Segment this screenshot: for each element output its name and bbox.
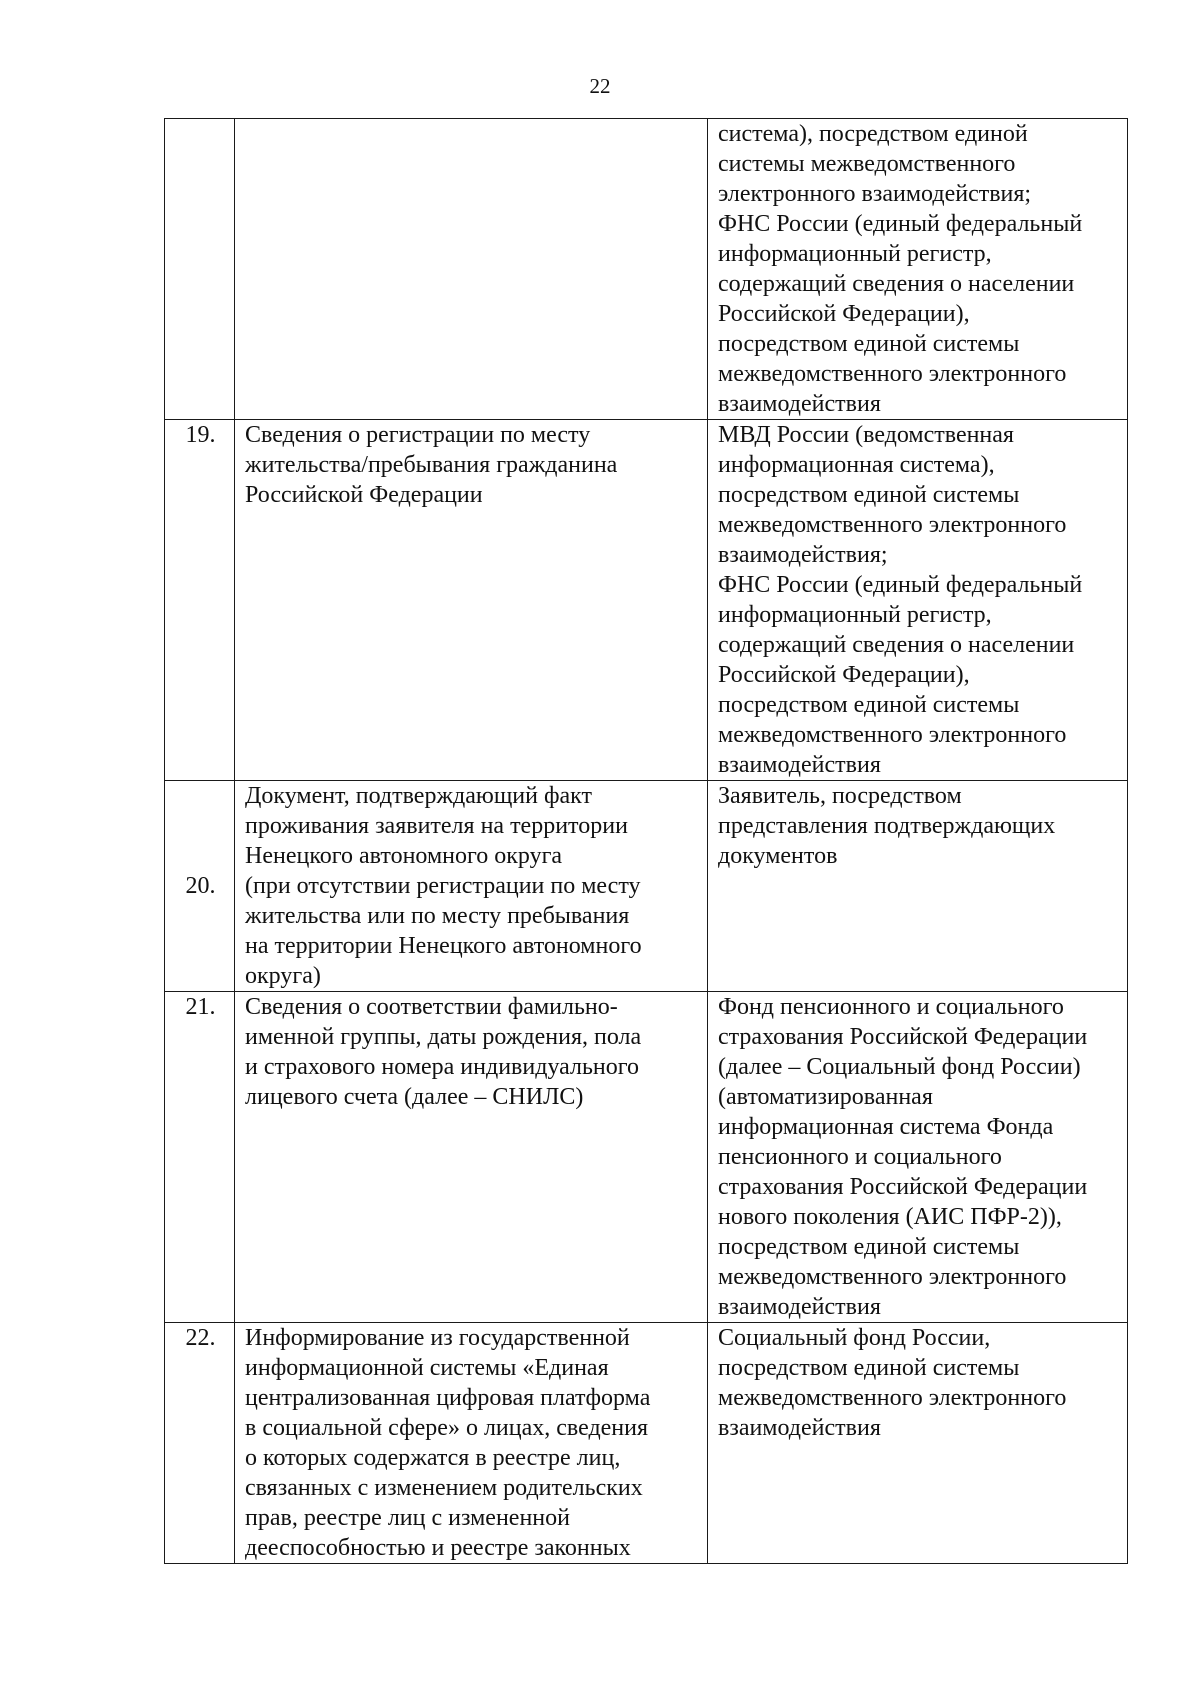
source-cell: [708, 119, 1128, 420]
source-text-line: (далее – Социальный фонд России): [718, 1054, 1081, 1080]
info-text-line: Информирование из государственной: [245, 1325, 630, 1351]
source-text-line: представления подтверждающих: [718, 813, 1056, 839]
info-text-line: на территории Ненецкого автономного: [245, 933, 642, 959]
info-text-line: о которых содержатся в реестре лиц,: [245, 1445, 621, 1471]
row-number: 21.: [185, 994, 216, 1020]
source-cell: [708, 1323, 1128, 1564]
source-text-line: межведомственного электронного: [718, 512, 1067, 538]
info-text-line: Ненецкого автономного округа: [245, 843, 563, 869]
source-text-line: межведомственного электронного: [718, 361, 1067, 387]
source-text-line: посредством единой системы: [718, 692, 1020, 718]
table-row: [165, 1323, 1128, 1564]
source-text-line: система), посредством единой: [718, 121, 1028, 147]
info-text-line: централизованная цифровая платформа: [245, 1385, 651, 1411]
info-cell: [235, 992, 708, 1323]
info-text-line: жительства/пребывания гражданина: [245, 452, 618, 478]
source-text-line: ФНС России (единый федеральный: [718, 211, 1083, 237]
source-text-line: системы межведомственного: [718, 151, 1016, 177]
info-text-line: информационной системы «Единая: [245, 1355, 609, 1381]
table-row: [165, 992, 1128, 1323]
info-cell: [235, 1323, 708, 1564]
source-text-line: взаимодействия: [718, 752, 881, 778]
info-text-line: Сведения о соответствии фамильно-: [245, 994, 618, 1020]
info-text-line: Сведения о регистрации по месту: [245, 422, 591, 448]
info-text-line: прав, реестре лиц с измененной: [245, 1505, 570, 1531]
info-text-line: связанных с изменением родительских: [245, 1475, 643, 1501]
info-cell: [235, 119, 708, 420]
row-number-cell: [165, 992, 235, 1323]
row-number-cell: [165, 420, 235, 781]
source-text-line: Российской Федерации),: [718, 662, 970, 688]
source-text-line: взаимодействия: [718, 1294, 881, 1320]
source-text-line: межведомственного электронного: [718, 1264, 1067, 1290]
row-number-cell: [165, 119, 235, 420]
source-text-line: МВД России (ведомственная: [718, 422, 1014, 448]
info-text-line: дееспособностью и реестре законных: [245, 1535, 631, 1561]
source-text-line: информационный регистр,: [718, 241, 992, 267]
info-text-line: жительства или по месту пребывания: [245, 903, 630, 929]
source-text-line: Фонд пенсионного и социального: [718, 994, 1064, 1020]
row-number: 20.: [185, 873, 216, 899]
source-text-line: взаимодействия: [718, 391, 881, 417]
source-cell: [708, 781, 1128, 992]
source-text-line: Заявитель, посредством: [718, 783, 962, 809]
source-text-line: содержащий сведения о населении: [718, 271, 1075, 297]
source-text-line: документов: [718, 843, 838, 869]
info-text-line: лицевого счета (далее – СНИЛС): [245, 1084, 584, 1110]
info-text-line: Российской Федерации: [245, 482, 483, 508]
source-text-line: посредством единой системы: [718, 1234, 1020, 1260]
source-text-line: Российской Федерации),: [718, 301, 970, 327]
info-text-line: именной группы, даты рождения, пола: [245, 1024, 642, 1050]
row-number: 19.: [185, 422, 216, 448]
source-text-line: пенсионного и социального: [718, 1144, 1002, 1170]
source-text-line: межведомственного электронного: [718, 1385, 1067, 1411]
source-text-line: содержащий сведения о населении: [718, 632, 1075, 658]
source-text-line: ФНС России (единый федеральный: [718, 572, 1083, 598]
info-text-line: в социальной сфере» о лицах, сведения: [245, 1415, 649, 1441]
info-text-line: проживания заявителя на территории: [245, 813, 628, 839]
source-text-line: страхования Российской Федерации: [718, 1174, 1088, 1200]
info-text-line: и страхового номера индивидуального: [245, 1054, 639, 1080]
page-number: 22: [589, 74, 611, 98]
source-text-line: электронного взаимодействия;: [718, 181, 1032, 207]
source-text-line: (автоматизированная: [718, 1084, 933, 1110]
table-row: [165, 781, 1128, 992]
source-text-line: Социальный фонд России,: [718, 1325, 991, 1351]
documents-table: [164, 118, 1128, 1564]
source-text-line: посредством единой системы: [718, 482, 1020, 508]
source-text-line: нового поколения (АИС ПФР-2)),: [718, 1204, 1062, 1230]
row-number-cell: [165, 1323, 235, 1564]
row-number: 22.: [185, 1325, 216, 1351]
source-text-line: посредством единой системы: [718, 331, 1020, 357]
source-cell: [708, 420, 1128, 781]
source-text-line: информационная система),: [718, 452, 995, 478]
source-text-line: страхования Российской Федерации: [718, 1024, 1088, 1050]
source-text-line: посредством единой системы: [718, 1355, 1020, 1381]
info-text-line: Документ, подтверждающий факт: [245, 783, 593, 809]
source-text-line: взаимодействия: [718, 1415, 881, 1441]
source-text-line: межведомственного электронного: [718, 722, 1067, 748]
info-text-line: округа): [245, 963, 321, 989]
source-text-line: взаимодействия;: [718, 542, 888, 568]
info-cell: [235, 781, 708, 992]
info-cell: [235, 420, 708, 781]
table-row: [165, 119, 1128, 420]
table-row: [165, 420, 1128, 781]
row-number-cell: [165, 781, 235, 992]
source-text-line: информационный регистр,: [718, 602, 992, 628]
source-text-line: информационная система Фонда: [718, 1114, 1054, 1140]
source-cell: [708, 992, 1128, 1323]
info-text-line: (при отсутствии регистрации по месту: [245, 873, 641, 899]
